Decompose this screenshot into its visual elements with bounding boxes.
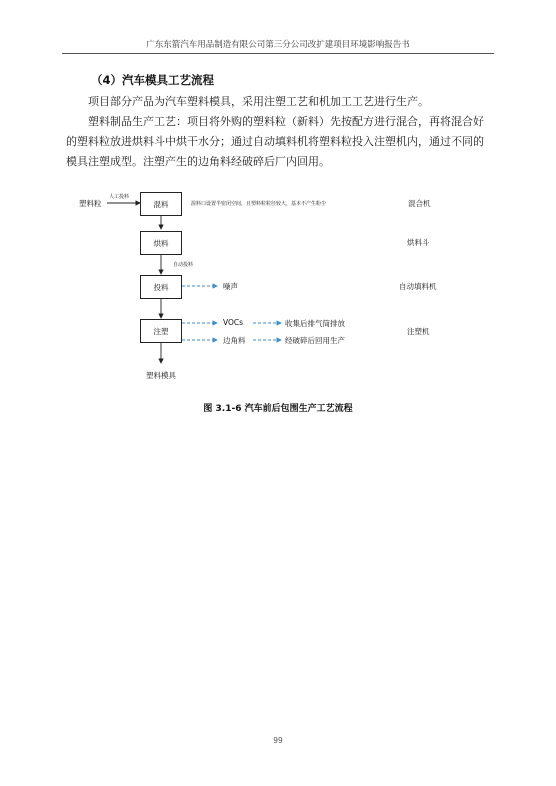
scrap-result: 经破碎后回用生产	[285, 336, 345, 345]
scrap-label: 边角料	[223, 336, 246, 345]
page-number: 99	[273, 736, 283, 745]
section-title: （4）汽车模具工艺流程	[91, 73, 215, 87]
page-header: 广东东箭汽车用品制造有限公司第三分公司改扩建项目环境影响报告书	[62, 38, 494, 54]
input-label: 塑料粒	[79, 199, 102, 208]
paragraph-intro: 项目部分产品为汽车塑料模具，采用注塑工艺和机加工工艺进行生产。	[88, 95, 429, 108]
output-label: 塑料模具	[146, 371, 176, 380]
step-mixing-label: 混料	[153, 199, 169, 209]
paragraph-process: 塑料制品生产工艺：项目将外购的塑料粒（新料）先按配方进行混合，再将混合好的塑料粒放进烘料斗中烘干水分；通过自动填料机将塑料粒投入注塑机内，通过不同的模具注塑成型。注塑产生的边角料经破碎后厂内回用。	[66, 115, 484, 168]
vocs-result: 收集后排气筒排放	[285, 319, 345, 328]
step-feeding-label: 投料	[153, 282, 169, 292]
vocs-label: VOCs	[223, 318, 244, 327]
equipment-auto-loader: 自动填料机	[399, 282, 437, 291]
figure-caption: 图 3.1-6 汽车前后包围生产工艺流程	[203, 404, 353, 414]
step-drying-label: 烘料	[153, 238, 169, 248]
equipment-dryer: 烘料斗	[407, 238, 430, 247]
equipment-injection-machine: 注塑机	[407, 327, 430, 336]
mixing-note: 混料口设置半密闭空间，且塑料粒粒径较大，基本不产生粉尘	[191, 201, 327, 207]
noise-label: 噪声	[223, 282, 238, 291]
step-drying	[140, 231, 182, 255]
step-feeding	[140, 275, 182, 299]
auto-feed-label: 自动投料	[173, 262, 194, 268]
step-molding-label: 注塑	[153, 326, 169, 336]
step-mixing	[140, 192, 182, 216]
equipment-mixer: 混合机	[408, 199, 431, 208]
manual-feed-label: 人工投料	[109, 194, 130, 200]
step-molding	[140, 319, 182, 343]
